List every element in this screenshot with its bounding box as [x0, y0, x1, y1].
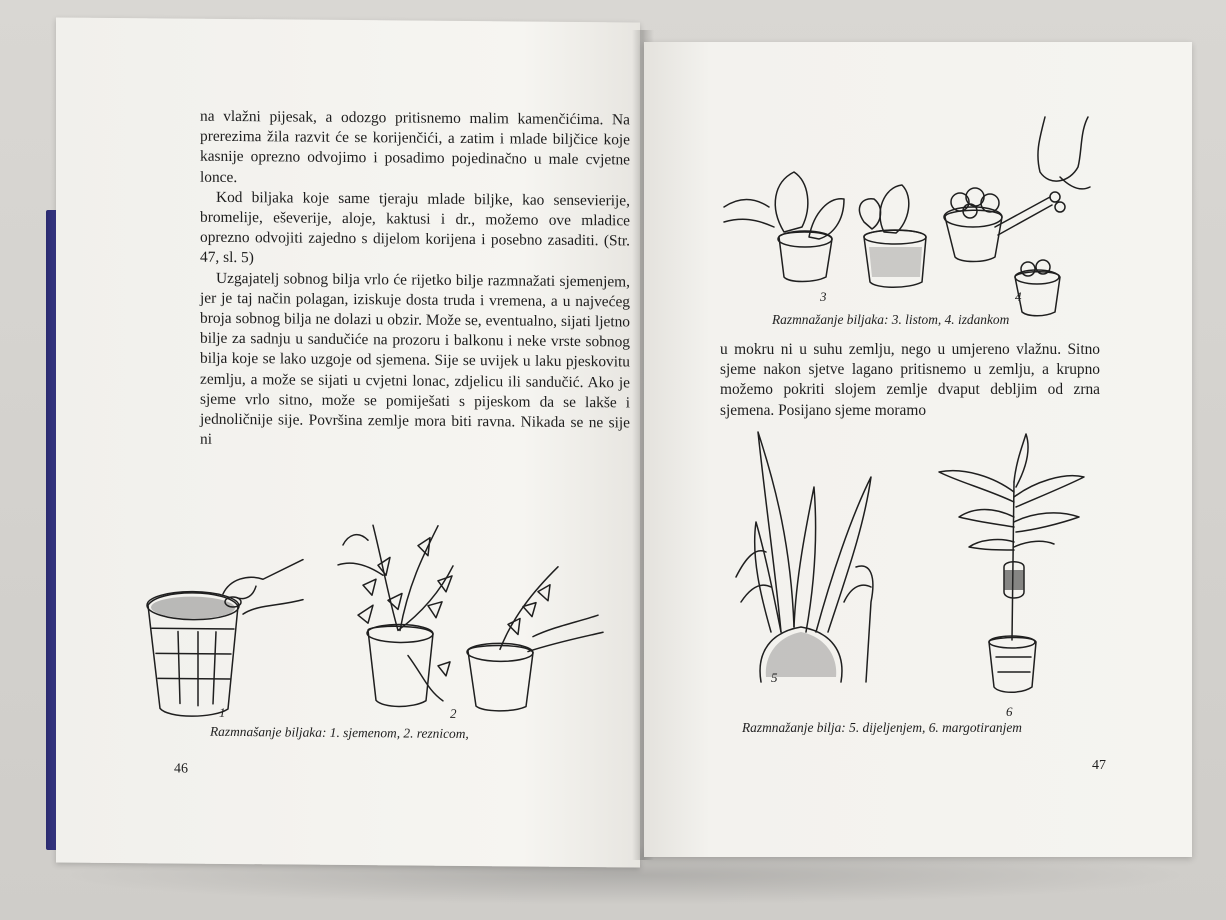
figure-caption: Razmnažanje bilja: 5. dijeljenjem, 6. margotiranjem	[742, 720, 1022, 735]
illustration-cuttings	[328, 505, 618, 708]
page-number: 46	[174, 761, 188, 777]
paragraph: u mokru ni u suhu zemlju, nego u umjereno vlažnu. Sitno sjeme nakon sjetve lagano pritisnemo u zemlju, a krupno možemo pokriti slojem zemlje dvaput debljim od zrna sjemena. Posijano sjeme moramo	[720, 341, 1100, 419]
figure-caption: Razmnašanje biljaka: 1. sjemenom, 2. reznicom,	[210, 723, 469, 742]
paragraph: Uzgajatelj sobnog bilja vrlo će rijetko bilje razmnažati sjemenjem, jer je taj način polagan, iziskuje dosta truda i vremena, a u najvećeg broja sobnog bilja ne dolazi u obzir. Može se, eventualno, sijati ljetno bilje za sadnju u sandučiće na prozoru i balkonu i neke vrste sobnog bilja koje se lako uzgoje od sjemena. Sije se uvijek u laku pjeskovitu zemlju, a može se sijati u cvjetni lonac, zdjelicu ili sandučić. Ako je sjeme vrlo sitno, može se pomiješati s pijeskom da se lakše i jednoličnije sije. Površina zemlje mora biti ravna. Nikada se ne sije ni	[200, 269, 630, 449]
left-page	[56, 17, 640, 867]
illustration-leaf-propagation	[724, 167, 944, 297]
left-page-text	[200, 107, 630, 454]
illustration-division	[736, 427, 886, 687]
illustration-offshoot-propagation	[940, 117, 1110, 297]
page-number: 47	[1092, 758, 1106, 773]
illustration-air-layering	[934, 432, 1094, 702]
figure-number: 4	[1015, 289, 1022, 304]
paragraph: Kod biljaka koje same tjeraju mlade biljke, kao sensevierije, bromelije, eševerije, aloje, kaktusi i dr., možemo ove mladice oprezno odvojiti zajedno s dijelom korijena i posebno zasaditi. (Str. 47, sl. 5)	[200, 188, 630, 267]
figure-number: 5	[771, 670, 778, 685]
figure-number: 6	[1006, 704, 1013, 719]
right-page	[644, 42, 1192, 857]
figure-number: 1	[219, 704, 226, 720]
illustration-sowing-seeds	[138, 533, 338, 735]
paragraph: na vlažni pijesak, a odozgo pritisnemo malim kamenčićima. Na prerezima žila razvit će se korijenčići, a zatim i mlade biljčice koje kasnije oprezno odvojimo i posadimo pojedinačno u male cvjetne lonce.	[200, 107, 630, 186]
figure-caption: Razmnažanje biljaka: 3. listom, 4. izdankom	[772, 312, 1010, 327]
figure-number: 3	[820, 289, 827, 304]
right-page-text	[720, 340, 1100, 421]
figure-number: 2	[450, 705, 457, 721]
